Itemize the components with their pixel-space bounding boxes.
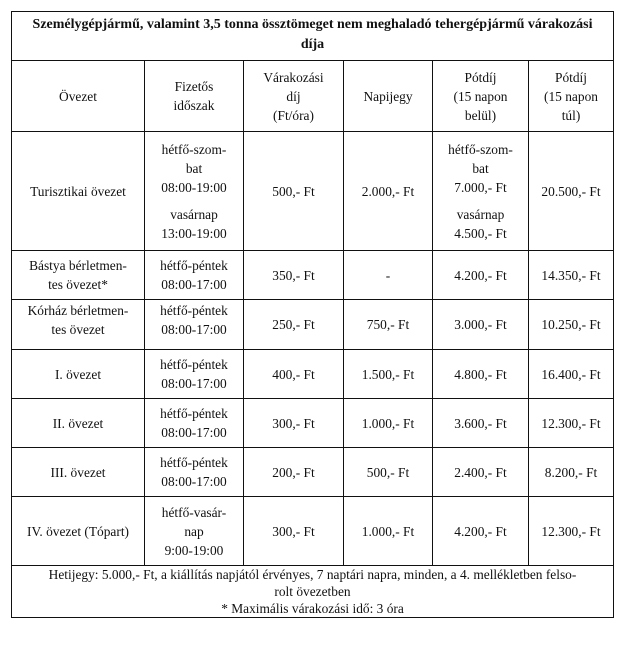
zone-cell: III. övezet [12,448,145,497]
hourly-fee-cell: 400,- Ft [244,350,344,399]
daily-ticket-cell: 750,- Ft [344,300,433,350]
daily-ticket-cell: 1.000,- Ft [344,399,433,448]
zone-cell: I. övezet [12,350,145,399]
table-row [12,350,614,399]
hourly-fee-cell: 200,- Ft [244,448,344,497]
surcharge-within-15-cell: 3.000,- Ft [433,300,529,350]
daily-ticket-cell: 1.500,- Ft [344,350,433,399]
hourly-fee-cell: 350,- Ft [244,251,344,300]
surcharge-within-15-cell: 4.200,- Ft [433,251,529,300]
period-cell: hétfő-péntek 08:00-17:00 [145,399,244,448]
zone-cell: Kórház bérletmen- tes övezet [12,300,145,350]
header-row [12,61,614,132]
hourly-fee-cell: 300,- Ft [244,497,344,566]
hourly-fee-cell: 250,- Ft [244,300,344,350]
zone-cell: Bástya bérletmen- tes övezet* [12,251,145,300]
table-row [12,300,614,350]
column-header-period: Fizetős időszak [145,61,244,132]
daily-ticket-cell: 2.000,- Ft [344,132,433,251]
period-cell: hétfő-péntek 08:00-17:00 [145,350,244,399]
zone-cell: II. övezet [12,399,145,448]
daily-ticket-cell: 1.000,- Ft [344,497,433,566]
zone-cell: IV. övezet (Tópart) [12,497,145,566]
period-cell: hétfő-vasár- nap 9:00-19:00 [145,497,244,566]
parking-fee-table [11,11,614,618]
column-header-surcharge-within-15-days: Pótdíj (15 napon belül) [433,61,529,132]
surcharge-within-15-cell: 3.600,- Ft [433,399,529,448]
max-parking-time-note: * Maximális várakozási idő: 3 óra [221,601,404,616]
surcharge-after-15-cell: 14.350,- Ft [529,251,614,300]
period-cell: hétfő-péntek 08:00-17:00 [145,300,244,350]
table-notes [12,566,614,618]
hourly-fee-cell: 500,- Ft [244,132,344,251]
hourly-fee-cell: 300,- Ft [244,399,344,448]
surcharge-after-15-cell: 12.300,- Ft [529,497,614,566]
table-row [12,132,614,251]
period-cell: hétfő-péntek 08:00-17:00 [145,251,244,300]
column-header-surcharge-after-15-days: Pótdíj (15 napon túl) [529,61,614,132]
period-cell: hétfő-péntek 08:00-17:00 [145,448,244,497]
table-title: Személygépjármű, valamint 3,5 tonna össztömeget nem meghaladó tehergépjármű várakozási díja [12,12,614,61]
table-row [12,448,614,497]
surcharge-within-15-cell: 4.200,- Ft [433,497,529,566]
table-row [12,399,614,448]
period-cell: hétfő-szom- bat 08:00-19:00 vasárnap 13:00-19:00 [145,132,244,251]
surcharge-within-15-cell: 4.800,- Ft [433,350,529,399]
surcharge-after-15-cell: 12.300,- Ft [529,399,614,448]
weekly-ticket-note: Hetijegy: 5.000,- Ft, a kiállítás napjától érvényes, 7 naptári napra, minden, a 4. mellékletben felso- [48,567,577,582]
weekly-ticket-note-cont: rolt övezetben [274,584,351,599]
column-header-daily-ticket: Napijegy [344,61,433,132]
surcharge-within-15-cell: 2.400,- Ft [433,448,529,497]
column-header-hourly-fee: Várakozási díj (Ft/óra) [244,61,344,132]
notes-row [12,566,614,618]
zone-cell: Turisztikai övezet [12,132,145,251]
daily-ticket-cell: 500,- Ft [344,448,433,497]
table-row [12,251,614,300]
surcharge-after-15-cell: 20.500,- Ft [529,132,614,251]
surcharge-after-15-cell: 16.400,- Ft [529,350,614,399]
table-row [12,497,614,566]
surcharge-within-15-cell: hétfő-szom- bat 7.000,- Ft vasárnap 4.500,- Ft [433,132,529,251]
column-header-zone: Övezet [12,61,145,132]
surcharge-after-15-cell: 8.200,- Ft [529,448,614,497]
daily-ticket-cell: - [344,251,433,300]
surcharge-after-15-cell: 10.250,- Ft [529,300,614,350]
